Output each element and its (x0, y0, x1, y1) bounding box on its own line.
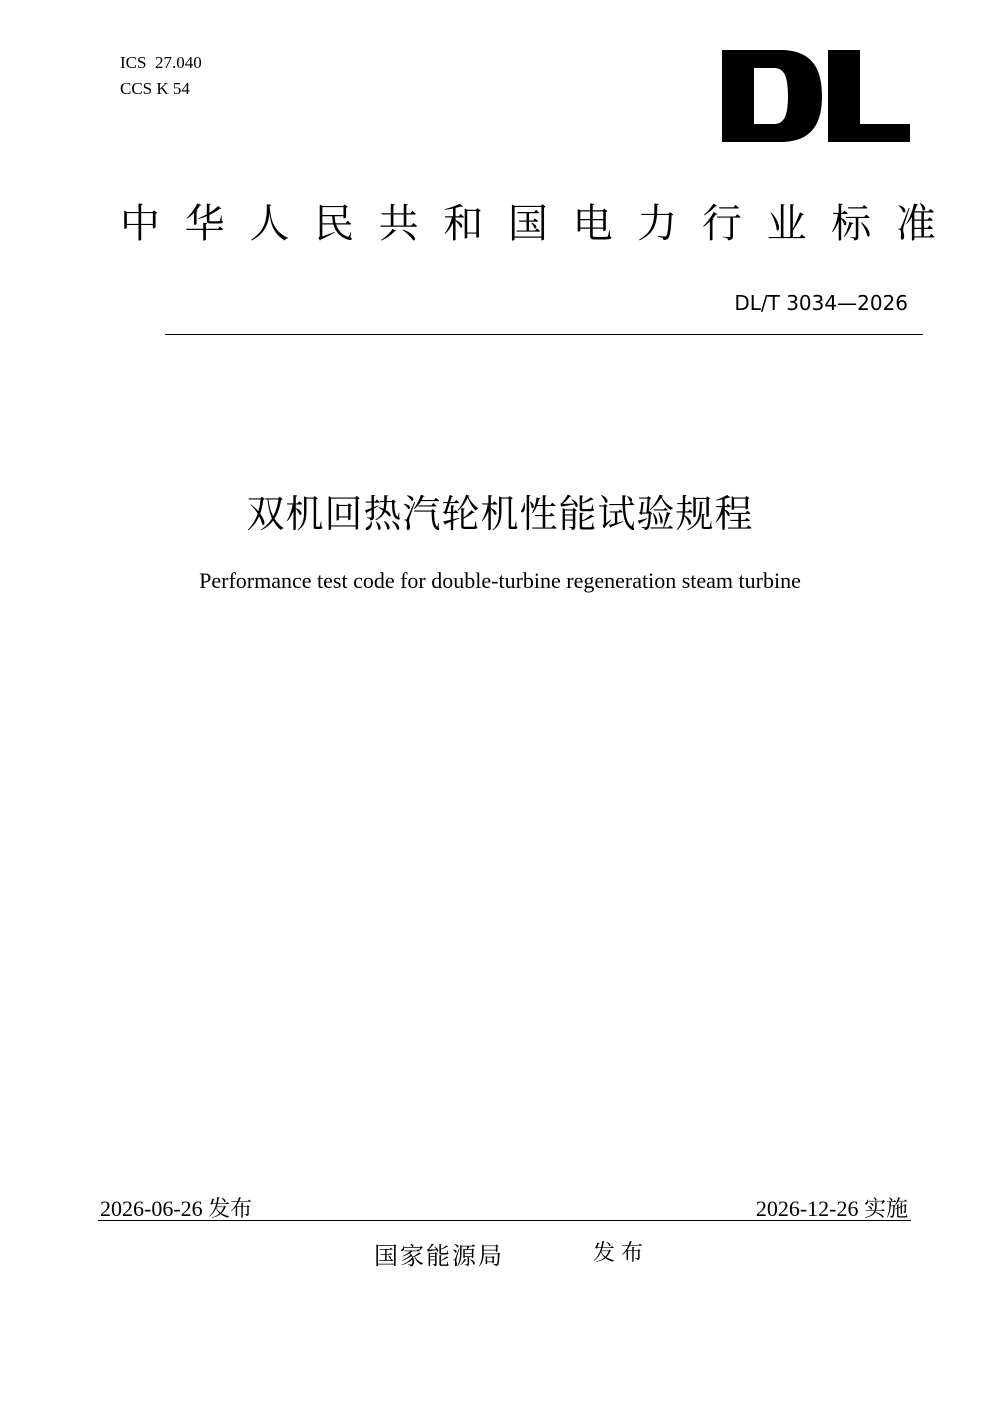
ccs-code: CCS K 54 (120, 79, 190, 98)
industry-title-char: 人 (249, 201, 290, 247)
industry-title-char: 中 (120, 201, 160, 247)
industry-title-char: 华 (184, 201, 225, 247)
document-title-english: Performance test code for double-turbine regeneration steam turbine (199, 568, 801, 593)
industry-title-char: 行 (701, 201, 742, 247)
industry-title-char: 国 (507, 201, 548, 247)
classification-codes (120, 50, 202, 102)
industry-title-char: 民 (313, 201, 354, 247)
dl-logo-letter-d (722, 50, 822, 142)
document-title-chinese: 双机回热汽轮机性能试验规程 (246, 492, 754, 536)
issuing-authority: 国家能源局 (374, 1242, 504, 1270)
footer-divider (98, 1220, 911, 1221)
effective-date: 2026-12-26 实施 (755, 1196, 908, 1221)
dl-logo-letter-l (828, 50, 910, 142)
industry-title-char: 和 (443, 201, 484, 247)
industry-title-char: 力 (637, 201, 678, 247)
publish-date: 2026-06-26 发布 (100, 1196, 253, 1221)
standard-number: DL/T 3034—2026 (734, 291, 908, 315)
ics-code: ICS 27.040 (120, 53, 202, 72)
industry-title-char: 准 (895, 201, 936, 247)
header-divider (165, 334, 923, 335)
dl-logo (722, 50, 910, 142)
industry-title-char: 共 (378, 201, 419, 247)
industry-title-char: 业 (766, 201, 807, 247)
issue-label: 发布 (593, 1241, 650, 1266)
industry-standard-title (120, 196, 936, 252)
industry-title-char: 标 (831, 201, 872, 247)
industry-title-char: 电 (572, 201, 613, 247)
